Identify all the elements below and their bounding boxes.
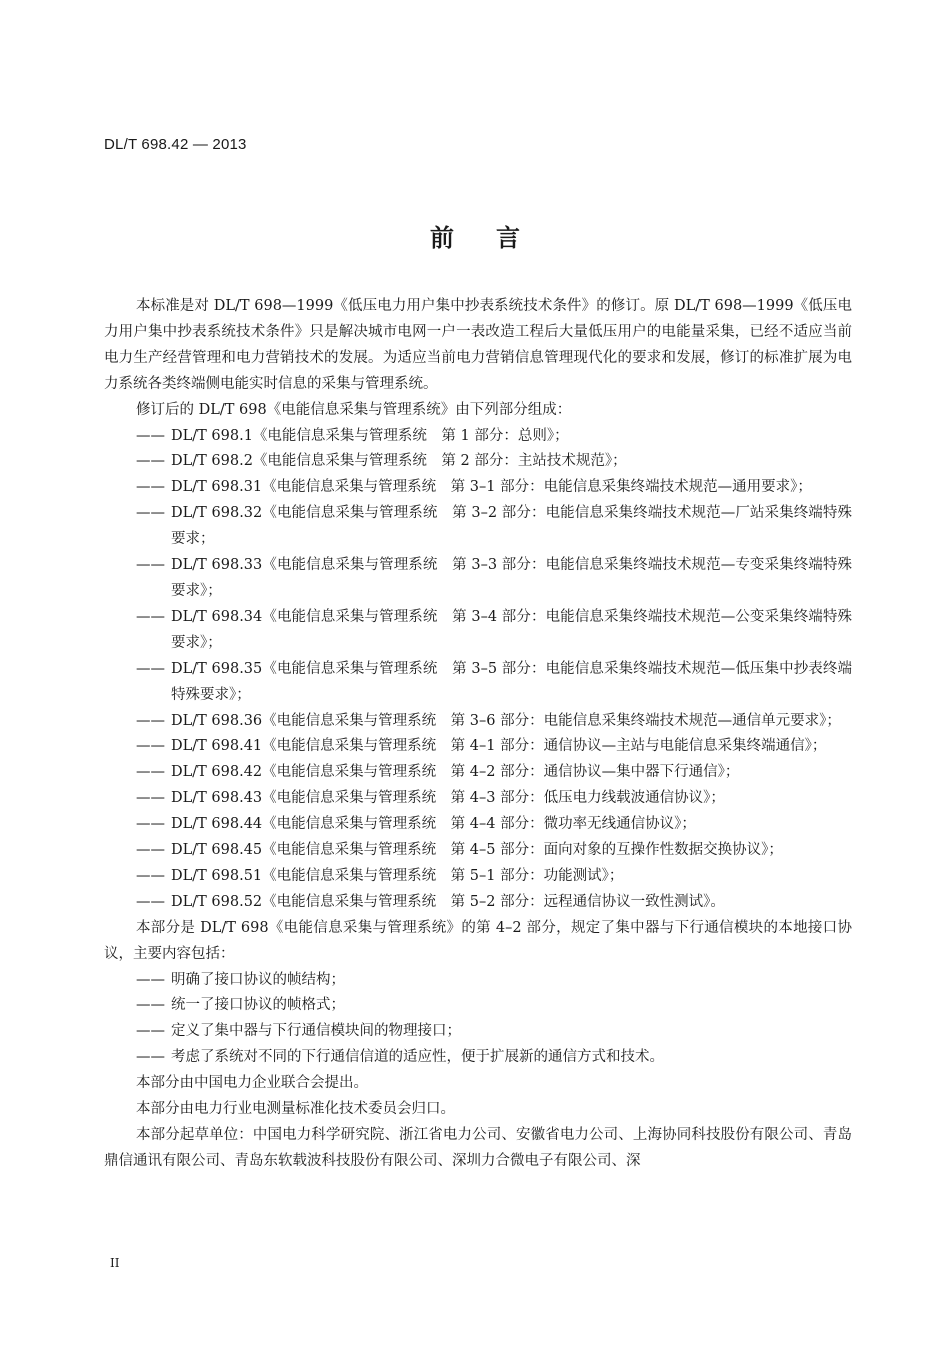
page-title: 前言 <box>430 224 562 252</box>
list-dash: —— <box>136 479 165 496</box>
list-dash: —— <box>136 997 165 1014</box>
list-dash: —— <box>136 816 165 833</box>
list-item: —— DL/T 698.42《电能信息采集与管理系统 第 4–2 部分：通信协议—集中器下行通信》； <box>104 760 852 786</box>
list-item: —— 明确了接口协议的帧结构； <box>104 968 852 994</box>
scope-list <box>104 968 852 1072</box>
list-dash: —— <box>136 427 165 444</box>
list-item: —— DL/T 698.36《电能信息采集与管理系统 第 3–6 部分：电能信息采集终端技术规范—通信单元要求》； <box>104 709 852 735</box>
list-dash: —— <box>136 893 165 910</box>
list-dash: —— <box>136 712 165 729</box>
list-dash: —— <box>136 867 165 884</box>
list-item: —— DL/T 698.1《电能信息采集与管理系统 第 1 部分：总则》； <box>104 424 852 450</box>
scope-paragraph: 本部分是 DL/T 698《电能信息采集与管理系统》的第 4–2 部分，规定了集中器与下行通信模块的本地接口协议，主要内容包括： <box>104 919 852 962</box>
list-dash: —— <box>136 971 165 988</box>
list-dash: —— <box>136 790 165 807</box>
list-dash: —— <box>136 505 165 522</box>
list-item: —— DL/T 698.33《电能信息采集与管理系统 第 3–3 部分：电能信息采集终端技术规范—专变采集终端特殊要求》； <box>104 553 852 605</box>
list-dash: —— <box>136 1049 165 1066</box>
list-item: —— 定义了集中器与下行通信模块间的物理接口； <box>104 1019 852 1045</box>
committee-paragraph: 本部分由电力行业电测量标准化技术委员会归口。 <box>136 1101 455 1118</box>
parts-list <box>104 424 852 916</box>
list-item: —— DL/T 698.41《电能信息采集与管理系统 第 4–1 部分：通信协议—主站与电能信息采集终端通信》； <box>104 734 852 760</box>
list-dash: —— <box>136 1023 165 1040</box>
proposer-paragraph: 本部分由中国电力企业联合会提出。 <box>136 1075 368 1092</box>
drafters-paragraph: 本部分起草单位：中国电力科学研究院、浙江省电力公司、安徽省电力公司、上海协同科技股份有限公司、青岛鼎信通讯有限公司、青岛东软载波科技股份有限公司、深圳力合微电子有限公司、深 <box>104 1127 852 1169</box>
parts-intro: 修订后的 DL/T 698《电能信息采集与管理系统》由下列部分组成： <box>136 401 572 418</box>
list-item: —— DL/T 698.2《电能信息采集与管理系统 第 2 部分：主站技术规范》； <box>104 449 852 475</box>
list-item: —— DL/T 698.51《电能信息采集与管理系统 第 5–1 部分：功能测试》； <box>104 864 852 890</box>
list-item: —— DL/T 698.32《电能信息采集与管理系统 第 3–2 部分：电能信息采集终端技术规范—厂站采集终端特殊要求； <box>104 501 852 553</box>
list-dash: —— <box>136 557 165 574</box>
list-item: —— DL/T 698.43《电能信息采集与管理系统 第 4–3 部分：低压电力线载波通信协议》； <box>104 786 852 812</box>
list-item: —— DL/T 698.31《电能信息采集与管理系统 第 3–1 部分：电能信息采集终端技术规范—通用要求》； <box>104 475 852 501</box>
list-item: —— DL/T 698.35《电能信息采集与管理系统 第 3–5 部分：电能信息采集终端技术规范—低压集中抄表终端特殊要求》； <box>104 657 852 709</box>
list-dash: —— <box>136 764 165 781</box>
list-dash: —— <box>136 842 165 859</box>
list-item: —— DL/T 698.52《电能信息采集与管理系统 第 5–2 部分：远程通信协议一致性测试》。 <box>104 890 852 916</box>
list-item: —— 统一了接口协议的帧格式； <box>104 993 852 1019</box>
list-dash: —— <box>136 660 165 677</box>
list-item: —— DL/T 698.45《电能信息采集与管理系统 第 4–5 部分：面向对象的互操作性数据交换协议》； <box>104 838 852 864</box>
intro-paragraph: 本标准是对 DL/T 698—1999《低压电力用户集中抄表系统技术条件》的修订。原 DL/T 698—1999《低压电力用户集中抄表系统技术条件》只是解决城市电网一户一表改造工程后大量低压用户的电能量采集，已经不适应当前电力生产经营管理和电力营销技术的发展。为适应当前电力营销信息管理现代化的要求和发展，修订的标准扩展为电力系统各类终端侧电能实时信息的采集与管理系统。 <box>104 298 852 392</box>
standard-code-header: DL/T 698.42 — 2013 <box>104 136 247 153</box>
list-dash: —— <box>136 738 165 755</box>
list-dash: —— <box>136 453 165 470</box>
list-dash: —— <box>136 608 165 625</box>
list-item: —— DL/T 698.34《电能信息采集与管理系统 第 3–4 部分：电能信息采集终端技术规范—公变采集终端特殊要求》； <box>104 605 852 657</box>
list-item: —— DL/T 698.44《电能信息采集与管理系统 第 4–4 部分：微功率无线通信协议》； <box>104 812 852 838</box>
list-item: —— 考虑了系统对不同的下行通信信道的适应性，便于扩展新的通信方式和技术。 <box>104 1045 852 1071</box>
page-number: II <box>110 1256 120 1270</box>
document-body <box>104 294 852 1175</box>
